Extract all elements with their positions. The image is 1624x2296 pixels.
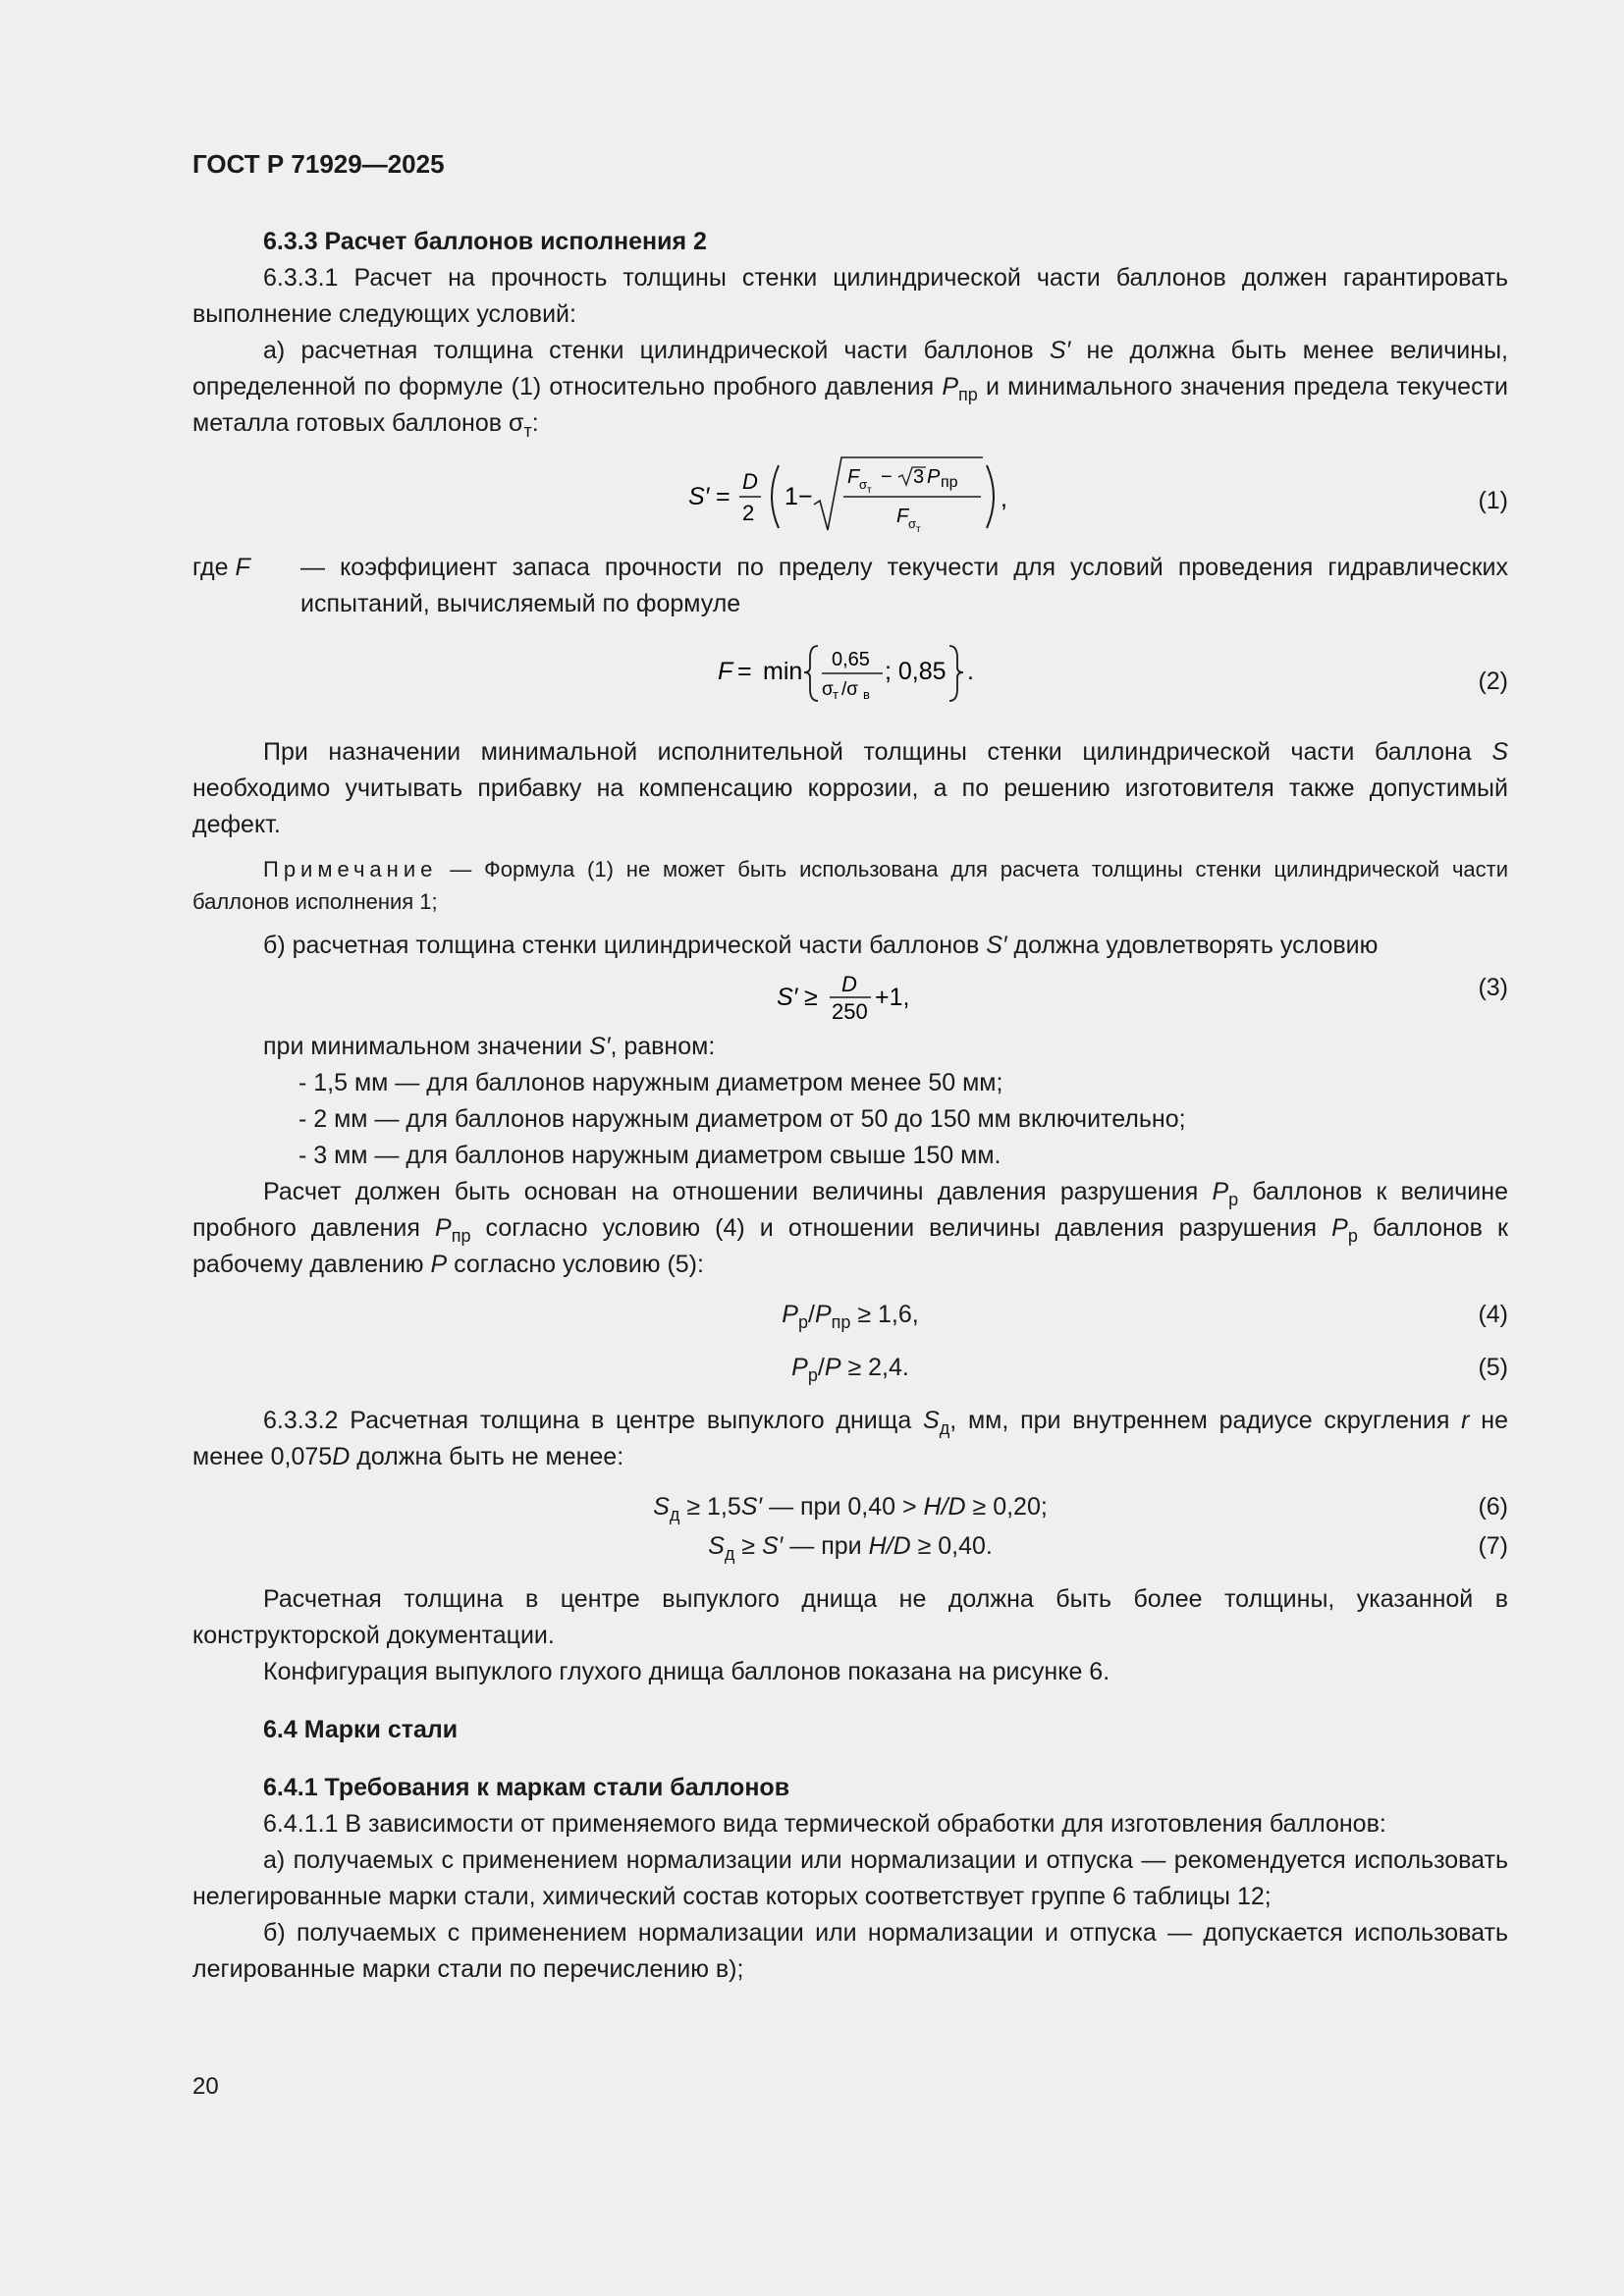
list-item: - 1,5 мм — для баллонов наружным диаметром менее 50 мм; [298, 1069, 1003, 1096]
document-body [192, 224, 1508, 1988]
list-item: - 2 мм — для баллонов наружным диаметром от 50 до 150 мм включительно; [298, 1105, 1186, 1133]
paragraph-center-thickness: Расчетная толщина в центре выпуклого днища не должна быть более толщины, указанной в конструкторской документации. [192, 1585, 1508, 1649]
list-item: - 3 мм — для баллонов наружным диаметром свыше 150 мм. [298, 1142, 1001, 1169]
svg-text:=: = [737, 658, 752, 685]
svg-text:1−: 1− [785, 483, 813, 510]
svg-text:F: F [896, 506, 909, 527]
paragraph-6-4-item-a: а) получаемых с применением нормализации или нормализации и отпуска — рекомендуется использовать нелегированные марки стали, химический состав которых соответствует группе 6 таблицы 12; [192, 1846, 1508, 1910]
svg-text:т: т [916, 524, 921, 535]
svg-text:3: 3 [913, 466, 925, 488]
svg-text:D: D [742, 469, 758, 494]
svg-text:/σ: /σ [841, 679, 859, 700]
svg-text:=: = [716, 483, 731, 510]
formula-7-number: (7) [1478, 1532, 1508, 1560]
formula-4: $P_р/P_{пр} \ge 1,6$, (4) [192, 1297, 1508, 1336]
formula-5-number: (5) [1478, 1354, 1508, 1381]
svg-text:0,65: 0,65 [832, 649, 870, 670]
svg-text:F: F [718, 658, 733, 685]
svg-text:в: в [863, 687, 870, 702]
svg-text:т: т [867, 485, 872, 496]
formula-6-number: (6) [1478, 1493, 1508, 1521]
svg-text:+1,: +1, [875, 984, 910, 1011]
paragraph-6-3-3-1: 6.3.3.1 Расчет на прочность толщины стенки цилиндрической части баллонов должен гарантировать выполнение следующих условий: [192, 264, 1508, 328]
svg-text:≥: ≥ [804, 984, 818, 1011]
formula-4-number: (4) [1478, 1301, 1508, 1328]
svg-text:σ: σ [822, 679, 834, 700]
formula-6: $S_д \ge 1,5S'$ — при 0,40 > H/D ≥ 0,20; (6) [192, 1489, 1508, 1528]
paragraph-assignment: При назначении минимальной исполнительной толщины стенки цилиндрической части баллона S необходимо учитывать прибавку на компенсацию коррозии, а по решению изготовителя также допустимый дефект. [192, 738, 1508, 838]
section-heading-6-4-1: 6.4.1 Требования к маркам стали баллонов [263, 1774, 790, 1801]
where-clause: где F — коэффициент запаса прочности по пределу текучести для условий проведения гидравлических испытаний, вычисляемый по формуле [192, 554, 1508, 617]
svg-text:пр: пр [941, 474, 958, 491]
formula-1-number: (1) [1478, 487, 1508, 514]
svg-text:,: , [1001, 485, 1007, 512]
formula-3 [192, 970, 1508, 1029]
formula-2 [192, 638, 1508, 721]
paragraph-item-a: а) расчетная толщина стенки цилиндрической части баллонов S′ не должна быть менее величины, определенной по формуле (1) относительно пробного давления $P_{пр}$ и минимального значения предела текучести металла готовых баллонов $\sigma_т$: [192, 337, 1508, 441]
svg-text:2: 2 [742, 501, 755, 525]
formula-3-number: (3) [1478, 974, 1508, 1001]
formula-2-graphic [718, 638, 983, 707]
svg-text:σ: σ [859, 477, 868, 492]
formula-1-graphic [688, 450, 1012, 544]
svg-text:S′: S′ [777, 984, 798, 1011]
svg-text:min: min [763, 658, 803, 685]
formula-1 [192, 442, 1508, 550]
svg-text:σ: σ [908, 516, 917, 531]
paragraph-min-value: при минимальном значении S′, равном: [263, 1033, 716, 1060]
note: Примечание — Формула (1) не может быть использована для расчета толщины стенки цилиндрической части баллонов исполнения 1; [192, 857, 1508, 914]
paragraph-configuration: Конфигурация выпуклого глухого днища баллонов показана на рисунке 6. [263, 1658, 1110, 1685]
svg-text:.: . [967, 658, 974, 685]
svg-text:; 0,85: ; 0,85 [885, 658, 947, 685]
paragraph-calculation: Расчет должен быть основан на отношении величины давления разрушения $P_р$ баллонов к величине пробного давления $P_{пр}$ согласно условию (4) и отношении величины давления разрушения $P_р$ баллонов к рабочему давлению P согласно условию (5): [192, 1178, 1508, 1278]
formula-3-graphic [777, 970, 924, 1029]
section-heading-6-3-3: 6.3.3 Расчет баллонов исполнения 2 [263, 228, 707, 255]
paragraph-item-b: б) расчетная толщина стенки цилиндрической части баллонов S′ должна удовлетворять условию [263, 932, 1379, 959]
section-heading-6-4: 6.4 Марки стали [263, 1716, 459, 1743]
paragraph-6-3-3-2: 6.3.3.2 Расчетная толщина в центре выпуклого днища $S_д$, мм, при внутреннем радиусе скругления r не менее 0,075D должна быть не менее: [192, 1407, 1509, 1470]
paragraph-6-4-1-1: 6.4.1.1 В зависимости от применяемого вида термической обработки для изготовления баллонов: [263, 1810, 1386, 1838]
svg-text:F: F [847, 466, 860, 488]
standard-header: ГОСТ Р 71929—2025 [192, 149, 445, 179]
formula-5: $P_р/P \ge 2,4$. (5) [192, 1350, 1508, 1389]
formula-7: $S_д \ge S'$ — при H/D ≥ 0,40. (7) [192, 1528, 1508, 1568]
paragraph-6-4-item-b: б) получаемых с применением нормализации или нормализации и отпуска — допускается использовать легированные марки стали по перечислению в); [192, 1919, 1508, 1983]
svg-text:250: 250 [832, 999, 868, 1024]
svg-text:P: P [927, 466, 941, 488]
svg-text:S′: S′ [688, 483, 710, 510]
formula-2-number: (2) [1478, 667, 1508, 695]
svg-text:т: т [833, 687, 839, 702]
svg-text:−: − [881, 466, 893, 488]
page-number: 20 [192, 2073, 219, 2100]
svg-text:D: D [841, 972, 857, 996]
